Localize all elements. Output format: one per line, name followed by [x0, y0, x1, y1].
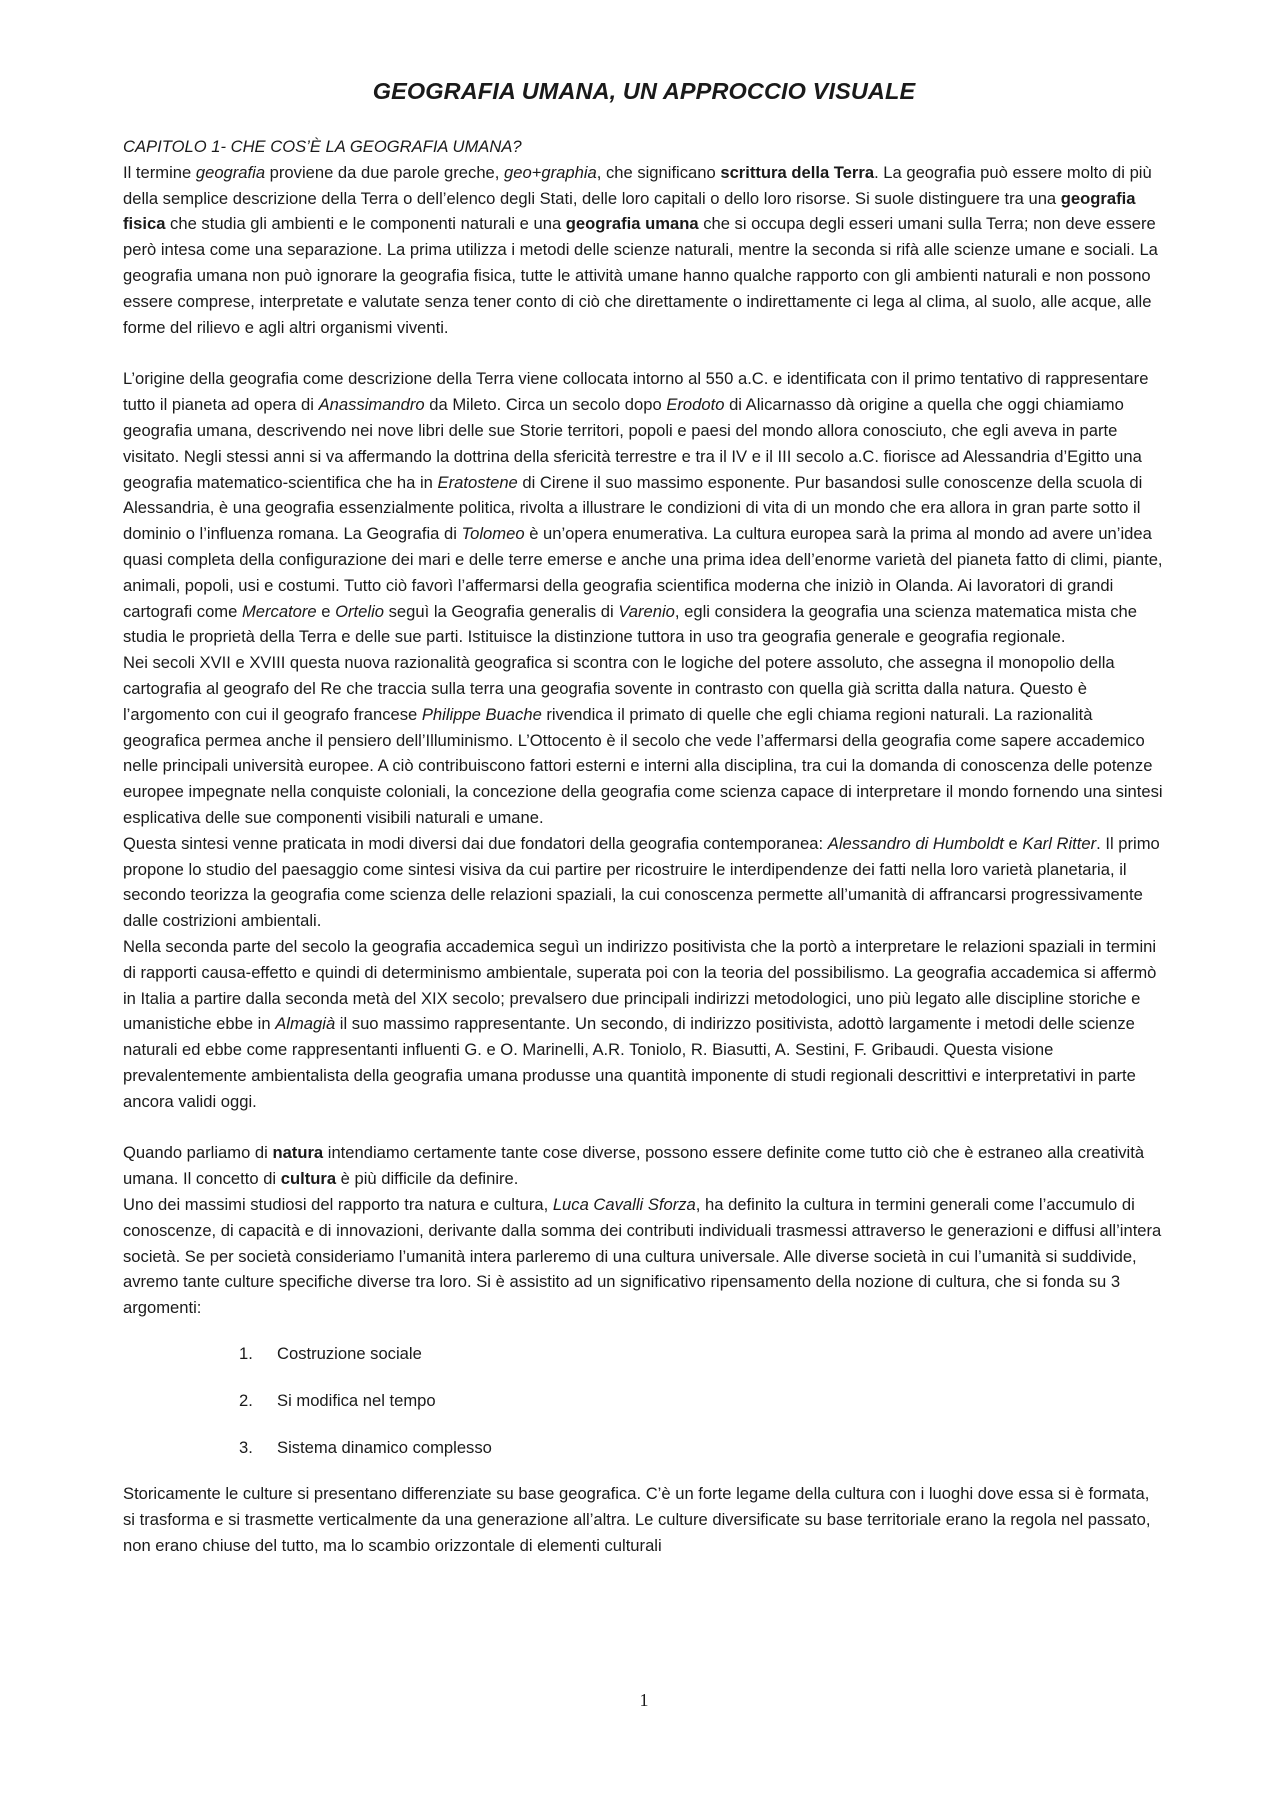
document-title: GEOGRAFIA UMANA, UN APPROCCIO VISUALE [372, 78, 916, 104]
paragraph-gap [123, 340, 1165, 366]
paragraph-7: Uno dei massimi studiosi del rapporto tra natura e cultura, Luca Cavalli Sforza, ha definito la cultura in termini generali come l’accumulo di conoscenze, di capacità e di innovazioni, derivante dalla somma dei contributi individuali trasmessi attraverso le generazioni e diffusi all’intera società. Se per società consideriamo l’umanità intera parleremo di una cultura universale. Alle diverse società in cui l’umanità si suddivide, avremo tante culture specifiche diverse tra loro. Si è assistito ad un significativo ripensamento della nozione di cultura, che si fonda su 3 argomenti: [123, 1195, 1162, 1318]
paragraph-4: Questa sintesi venne praticata in modi diversi dai due fondatori della geografia contemporanea: Alessandro di Humboldt e Karl Ritter. Il primo propone lo studio del paesaggio come sintesi visiva da cui partire per ricostruire le interdipendenze dei fatti nella loro varietà planetaria, il secondo teorizza la geografia come scienza delle relazioni spaziali, la cui conoscenza permette all’umanità di affrancarsi progressivamente dalle costrizioni ambientali. [123, 833, 1160, 931]
numbered-list [123, 1341, 1165, 1460]
paragraph-gap [123, 1114, 1165, 1140]
list-item: 3. Sistema dinamico complesso [239, 1437, 492, 1457]
paragraph-8: Storicamente le culture si presentano differenziate su base geografica. C’è un forte legame della cultura con i luoghi dove essa si è formata, si trasforma e si trasmette verticalmente da una generazione all’altra. Le culture diversificate su base territoriale erano la regola nel passato, non erano chiuse del tutto, ma lo scambio orizzontale di elementi culturali [123, 1484, 1151, 1556]
list-item: 1. Costruzione sociale [239, 1344, 422, 1364]
chapter-heading: CAPITOLO 1- CHE COS’È LA GEOGRAFIA UMANA? [123, 137, 522, 156]
paragraph-1: Il termine geografia proviene da due parole greche, geo+graphia, che significano scrittura della Terra. La geografia può essere molto di più della semplice descrizione della Terra o dell’elenco degli Stati, delle loro capitali o dello loro risorse. Si suole distinguere tra una geografia fisica che studia gli ambienti e le componenti naturali e una geografia umana che si occupa degli esseri umani sulla Terra; non deve essere però intesa come una separazione. La prima utilizza i metodi delle scienze naturali, mentre la seconda si rifà alle scienze umane e sociali. La geografia umana non può ignorare la geografia fisica, tutte le attività umane hanno qualche rapporto con gli ambienti naturali e non possono essere comprese, interpretate e valutate senza tener conto di ciò che direttamente o indirettamente ci lega al clima, al suolo, alle acque, alle forme del rilievo e agli altri organismi viventi. [123, 162, 1158, 337]
list-item: 2. Si modifica nel tempo [239, 1390, 436, 1410]
page-number: 1 [639, 1690, 649, 1710]
paragraph-3: Nei secoli XVII e XVIII questa nuova razionalità geografica si scontra con le logiche del potere assoluto, che assegna il monopolio della cartografia al geografo del Re che traccia sulla terra una geografia sovente in contrasto con quella già scritta dalla natura. Questo è l’argomento con cui il geografo francese Philippe Buache rivendica il primato di quelle che egli chiama regioni naturali. La razionalità geografica permea anche il pensiero dell’Illuminismo. L’Ottocento è il secolo che vede l’affermarsi della geografia come sapere accademico nelle principali università europee. A ciò contribuiscono fattori esterni e interni alla disciplina, tra cui la domanda di conoscenza delle potenze europee impegnate nella conquiste coloniali, la concezione della geografia come scienza capace di interpretare il mondo fornendo una sintesi esplicativa delle sue componenti visibili naturali e umane. [123, 653, 1163, 827]
paragraph-5: Nella seconda parte del secolo la geografia accademica seguì un indirizzo positivista che la portò a interpretare le relazioni spaziali in termini di rapporti causa-effetto e quindi di determinismo ambientale, superata poi con la teoria del possibilismo. La geografia accademica si affermò in Italia a partire dalla seconda metà del XIX secolo; prevalsero due principali indirizzi metodologici, uno più legato alle discipline storiche e umanistiche ebbe in Almagià il suo massimo rappresentante. Un secondo, di indirizzo positivista, adottò largamente i metodi delle scienze naturali ed ebbe come rappresentanti influenti G. e O. Marinelli, A.R. Toniolo, R. Biasutti, A. Sestini, F. Gribaudi. Questa visione prevalentemente ambientalista della geografia umana produsse una quantità imponente di studi regionali descrittivi e interpretativi in parte ancora validi oggi. [123, 936, 1157, 1111]
paragraph-6: Quando parliamo di natura intendiamo certamente tante cose diverse, possono essere definite come tutto ciò che è estraneo alla creatività umana. Il concetto di cultura è più difficile da definire. [123, 1143, 1145, 1189]
document-body [123, 134, 1165, 1559]
paragraph-2: L’origine della geografia come descrizione della Terra viene collocata intorno al 550 a.C. e identificata con il primo tentativo di rappresentare tutto il pianeta ad opera di Anassimandro da Mileto. Circa un secolo dopo Erodoto di Alicarnasso dà origine a quella che oggi chiamiamo geografia umana, descrivendo nei nove libri delle sue Storie territori, popoli e paesi del mondo allora conosciuto, che egli aveva in parte visitato. Negli stessi anni si va affermando la dottrina della sfericità terrestre e tra il IV e il III secolo a.C. fiorisce ad Alessandria d’Egitto una geografia matematico-scientifica che ha in Eratostene di Cirene il suo massimo esponente. Pur basandosi sulle conoscenze della scuola di Alessandria, è una geografia essenzialmente politica, rivolta a illustrare le condizioni di vita di un mondo che era allora in gran parte sotto il dominio o l’influenza romana. La Geografia di Tolomeo è un’opera enumerativa. La cultura europea sarà la prima al mondo ad avere un’idea quasi completa della configurazione dei mari e delle terre emerse e anche una prima idea dell’enorme varietà del pianeta fatto di climi, piante, animali, popoli, usi e costumi. Tutto ciò favorì l’affermarsi della geografia scientifica moderna che iniziò in Olanda. Ai lavoratori di grandi cartografi come Mercatore e Ortelio seguì la Geografia generalis di Varenio, egli considera la geografia una scienza matematica mista che studia le proprietà della Terra e delle sue parti. Istituisce la distinzione tuttora in uso tra geografia generale e geografia regionale. [123, 369, 1163, 647]
